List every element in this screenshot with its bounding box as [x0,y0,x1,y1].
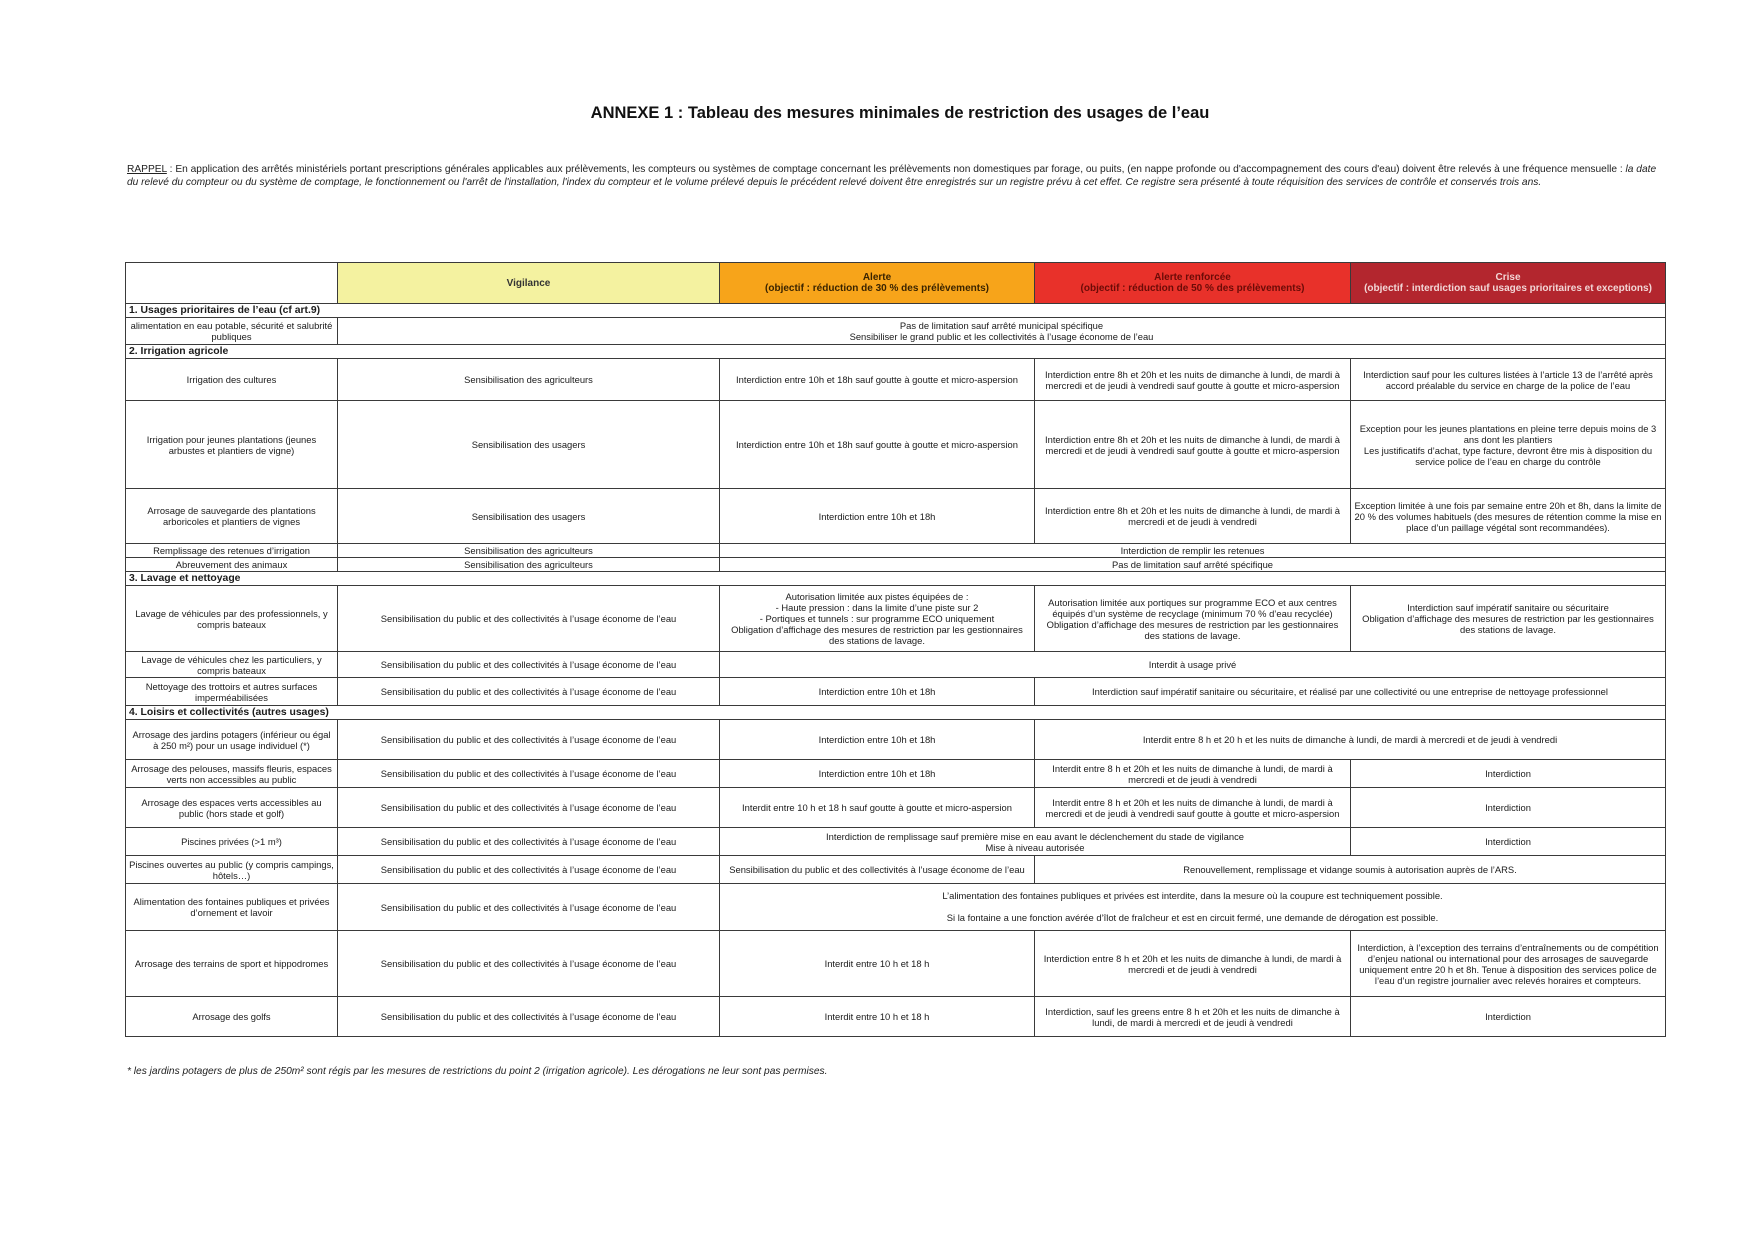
vigilance-cell: Sensibilisation du public et des collectivités à l’usage économe de l’eau [338,884,720,931]
usage-cell: Lavage de véhicules chez les particuliers, y compris bateaux [126,652,338,678]
usage-cell: Piscines privées (>1 m³) [126,828,338,856]
table-row [126,788,1666,828]
vigilance-cell: Sensibilisation du public et des collectivités à l’usage économe de l’eau [338,788,720,828]
vigilance-cell: Sensibilisation du public et des collectivités à l’usage économe de l’eau [338,856,720,884]
table-row [126,586,1666,652]
usage-cell: alimentation en eau potable, sécurité et salubrité publiques [126,318,338,345]
table-row [126,856,1666,884]
alerte-cell: Sensibilisation du public et des collectivités à l’usage économe de l’eau [720,856,1035,884]
alerte-cell: Interdiction entre 10h et 18h sauf goutte à goutte et micro-aspersion [720,359,1035,401]
table-row [126,489,1666,544]
footnote: * les jardins potagers de plus de 250m² sont régis par les mesures de restrictions du point 2 (irrigation agricole). Les dérogations ne leur sont pas permises. [127,1066,828,1077]
table-row [126,997,1666,1037]
crise-cell: Interdiction [1351,828,1666,856]
usage-cell: Arrosage des golfs [126,997,338,1037]
section-row [126,345,1666,359]
usage-cell: Nettoyage des trottoirs et autres surfaces imperméabilisées [126,678,338,706]
table-row [126,678,1666,706]
crise-cell: Exception pour les jeunes plantations en pleine terre depuis moins de 3 ans dont les plantiers Les justificatifs d’achat, type facture, devront être mis à disposition du service police de l’eau en charge du contrôle [1351,401,1666,489]
vigilance-cell: Sensibilisation des agriculteurs [338,544,720,558]
alerte-renforcee-cell: Interdit entre 8 h et 20h et les nuits de dimanche à lundi, de mardi à mercredi et de jeudi à vendredi sauf goutte à goutte et micro-aspersion [1035,788,1351,828]
crise-cell: Exception limitée à une fois par semaine entre 20h et 8h, dans la limite de 20 % des volumes habituels (des mesures de rétention comme la mise en place d’un paillage végétal sont recommandées). [1351,489,1666,544]
alerte-renforcee-cell: Interdiction entre 8h et 20h et les nuits de dimanche à lundi, de mardi à mercredi et de jeudi à vendredi sauf goutte à goutte et micro-aspersion [1035,401,1351,489]
measure-cell: Interdiction de remplissage sauf première mise en eau avant le déclenchement du stade de vigilance Mise à niveau autorisée [720,828,1351,856]
measure-cell: L’alimentation des fontaines publiques et privées est interdite, dans la mesure où la coupure est techniquement possible. Si la fontaine a une fonction avérée d’îlot de fraîcheur et est en circuit fermé, une demande de dérogation est possible. [720,884,1666,931]
restriction-table [125,262,1666,1037]
alerte-cell: Interdiction entre 10h et 18h [720,720,1035,760]
vigilance-cell: Sensibilisation du public et des collectivités à l’usage économe de l’eau [338,586,720,652]
vigilance-cell: Sensibilisation du public et des collectivités à l’usage économe de l’eau [338,931,720,997]
crise-cell: Interdiction sauf impératif sanitaire ou sécuritaire Obligation d’affichage des mesures de restriction par les gestionnaires des stations de lavage. [1351,586,1666,652]
vigilance-cell: Sensibilisation du public et des collectivités à l’usage économe de l’eau [338,678,720,706]
alerte-renforcee-cell: Interdit entre 8 h et 20h et les nuits de dimanche à lundi, de mardi à mercredi et de jeudi à vendredi [1035,760,1351,788]
usage-cell: Piscines ouvertes au public (y compris campings, hôtels…) [126,856,338,884]
alerte-cell: Interdit entre 10 h et 18 h [720,931,1035,997]
usage-cell: Remplissage des retenues d’irrigation [126,544,338,558]
alerte-cell: Interdiction entre 10h et 18h sauf goutte à goutte et micro-aspersion [720,401,1035,489]
header-vigilance: Vigilance [338,263,720,304]
alerte-renforcee-cell: Interdiction entre 8 h et 20h et les nuits de dimanche à lundi, de mardi à mercredi et de jeudi à vendredi [1035,931,1351,997]
header-alerte: Alerte (objectif : réduction de 30 % des prélèvements) [720,263,1035,304]
usage-cell: Lavage de véhicules par des professionnels, y compris bateaux [126,586,338,652]
vigilance-cell: Sensibilisation du public et des collectivités à l’usage économe de l’eau [338,760,720,788]
usage-cell: Irrigation des cultures [126,359,338,401]
rappel-text-italic: la date du relevé du compteur ou du système de comptage, le fonctionnement ou l'arrêt de l'installation, l'index du compteur et le volume prélevé depuis le précédent relevé doivent être enregistrés sur un registre prévu à cet effet. Ce registre sera présenté à toute réquisition des services de contrôle et conservés trois ans. [127,164,1657,188]
vigilance-cell: Sensibilisation des agriculteurs [338,359,720,401]
usage-cell: Arrosage des terrains de sport et hippodromes [126,931,338,997]
measure-cell: Renouvellement, remplissage et vidange soumis à autorisation auprès de l’ARS. [1035,856,1666,884]
table-row [126,544,1666,558]
usage-cell: Arrosage des pelouses, massifs fleuris, espaces verts non accessibles au public [126,760,338,788]
table-row [126,401,1666,489]
section-title: 4. Loisirs et collectivités (autres usages) [126,706,1666,720]
vigilance-cell: Sensibilisation des usagers [338,489,720,544]
table-row [126,558,1666,572]
alerte-cell: Interdiction entre 10h et 18h [720,678,1035,706]
section-row [126,304,1666,318]
measure-cell: Interdit entre 8 h et 20 h et les nuits de dimanche à lundi, de mardi à mercredi et de jeudi à vendredi [1035,720,1666,760]
measure-cell: Pas de limitation sauf arrêté municipal spécifique Sensibiliser le grand public et les collectivités à l’usage économe de l’eau [338,318,1666,345]
section-title: 1. Usages prioritaires de l’eau (cf art.9) [126,304,1666,318]
table-row [126,652,1666,678]
vigilance-cell: Sensibilisation du public et des collectivités à l’usage économe de l’eau [338,997,720,1037]
measure-cell: Pas de limitation sauf arrêté spécifique [720,558,1666,572]
table-row [126,828,1666,856]
section-title: 3. Lavage et nettoyage [126,572,1666,586]
alerte-cell: Interdiction entre 10h et 18h [720,760,1035,788]
table-row [126,931,1666,997]
section-title: 2. Irrigation agricole [126,345,1666,359]
vigilance-cell: Sensibilisation du public et des collectivités à l’usage économe de l’eau [338,652,720,678]
table-row [126,720,1666,760]
alerte-renforcee-cell: Interdiction entre 8h et 20h et les nuits de dimanche à lundi, de mardi à mercredi et de jeudi à vendredi sauf goutte à goutte et micro-aspersion [1035,359,1351,401]
crise-cell: Interdiction [1351,788,1666,828]
alerte-renforcee-cell: Autorisation limitée aux portiques sur programme ECO et aux centres équipés d’un système de recyclage (minimum 70 % d’eau recyclée) Obligation d’affichage des mesures de restriction par les gestionnaires des stations de lavage. [1035,586,1351,652]
table-header-row [126,263,1666,304]
crise-cell: Interdiction [1351,760,1666,788]
header-usage [126,263,338,304]
measure-cell: Interdiction sauf impératif sanitaire ou sécuritaire, et réalisé par une collectivité ou une entreprise de nettoyage professionnel [1035,678,1666,706]
crise-cell: Interdiction, à l’exception des terrains d’entraînements ou de compétition d’enjeu national ou international pour des arrosages de sauvegarde uniquement entre 20 h et 8h. Tenue à disposition des services police de l’eau d’un registre journalier avec relevés horaires et compteurs. [1351,931,1666,997]
rappel-text: : En application des arrêtés ministériels portant prescriptions générales applicables aux prélèvements, les compteurs ou systèmes de comptage concernant les prélèvements non domestiques par forage, ou puits, (en nappe profonde ou d'accompagnement des cours d'eau) doivent être relevés à une fréquence mensuelle : [166,164,1626,175]
alerte-cell: Interdit entre 10 h et 18 h sauf goutte à goutte et micro-aspersion [720,788,1035,828]
vigilance-cell: Sensibilisation du public et des collectivités à l’usage économe de l’eau [338,720,720,760]
crise-cell: Interdiction [1351,997,1666,1037]
alerte-renforcee-cell: Interdiction, sauf les greens entre 8 h et 20h et les nuits de dimanche à lundi, de mardi à mercredi et de jeudi à vendredi [1035,997,1351,1037]
vigilance-cell: Sensibilisation du public et des collectivités à l’usage économe de l’eau [338,828,720,856]
page-title: ANNEXE 1 : Tableau des mesures minimales de restriction des usages de l’eau [590,104,1210,122]
header-alerte-renforcee: Alerte renforcée (objectif : réduction de 50 % des prélèvements) [1035,263,1351,304]
crise-cell: Interdiction sauf pour les cultures listées à l’article 13 de l’arrêté après accord préalable du service en charge de la police de l’eau [1351,359,1666,401]
usage-cell: Arrosage des espaces verts accessibles au public (hors stade et golf) [126,788,338,828]
table-row [126,884,1666,931]
section-row [126,706,1666,720]
usage-cell: Arrosage de sauvegarde des plantations arboricoles et plantiers de vignes [126,489,338,544]
alerte-cell: Interdit entre 10 h et 18 h [720,997,1035,1037]
usage-cell: Alimentation des fontaines publiques et privées d’ornement et lavoir [126,884,338,931]
measure-cell: Interdit à usage privé [720,652,1666,678]
table-row [126,318,1666,345]
header-crise: Crise (objectif : interdiction sauf usages prioritaires et exceptions) [1351,263,1666,304]
vigilance-cell: Sensibilisation des agriculteurs [338,558,720,572]
rappel-label: RAPPEL [127,164,167,175]
usage-cell: Irrigation pour jeunes plantations (jeunes arbustes et plantiers de vigne) [126,401,338,489]
usage-cell: Abreuvement des animaux [126,558,338,572]
usage-cell: Arrosage des jardins potagers (inférieur ou égal à 250 m²) pour un usage individuel (*) [126,720,338,760]
vigilance-cell: Sensibilisation des usagers [338,401,720,489]
measure-cell: Interdiction de remplir les retenues [720,544,1666,558]
table-row [126,760,1666,788]
table-row [126,359,1666,401]
alerte-cell: Autorisation limitée aux pistes équipées de : - Haute pression : dans la limite d’une piste sur 2 - Portiques et tunnels : sur programme ECO uniquement Obligation d’affichage des mesures de restriction par les gestionnaires des stations de lavage. [720,586,1035,652]
alerte-cell: Interdiction entre 10h et 18h [720,489,1035,544]
rappel-paragraph [127,163,1667,189]
section-row [126,572,1666,586]
alerte-renforcee-cell: Interdiction entre 8h et 20h et les nuits de dimanche à lundi, de mardi à mercredi et de jeudi à vendredi [1035,489,1351,544]
